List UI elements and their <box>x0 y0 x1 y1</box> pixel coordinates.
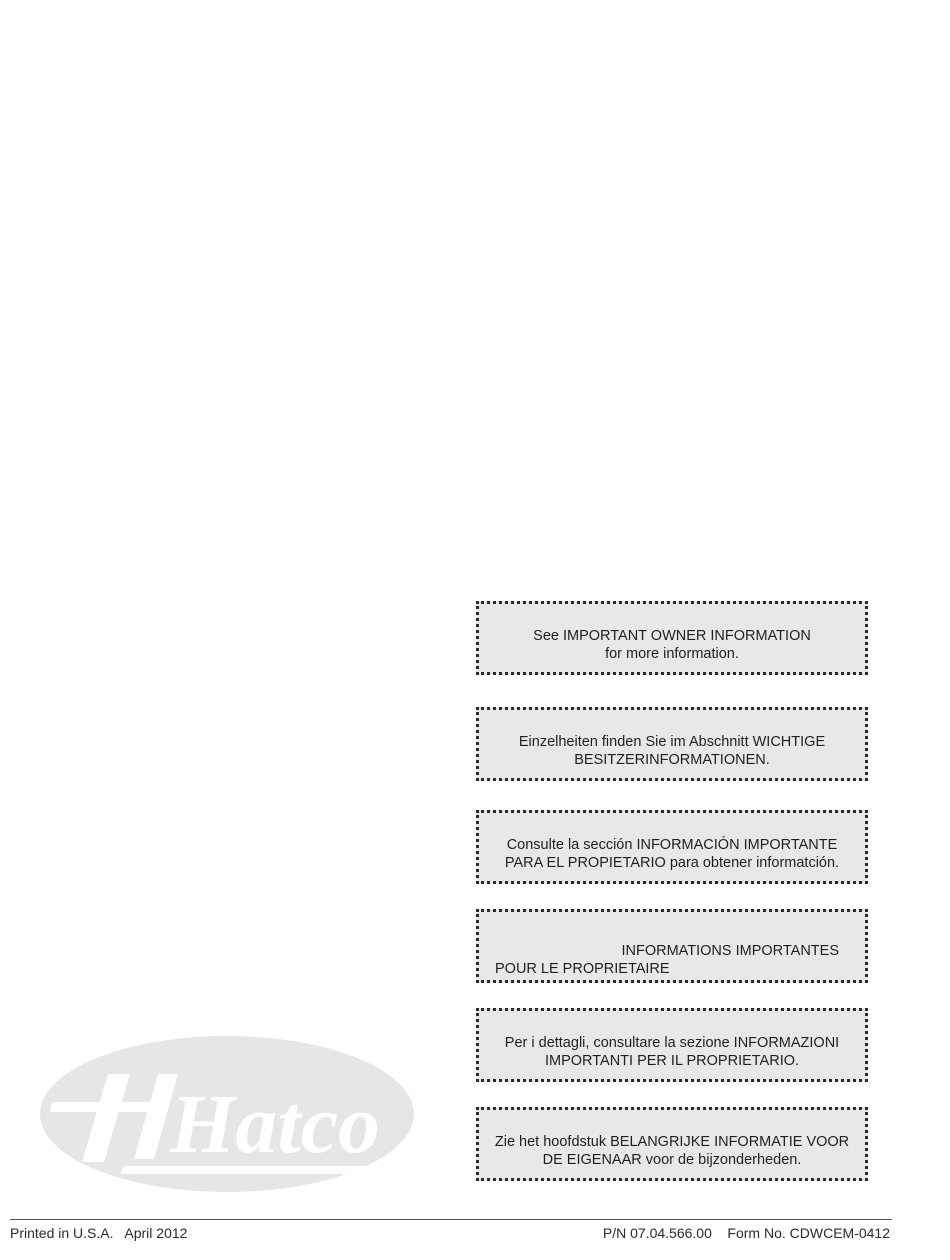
notice-line: POUR LE PROPRIETAIRE <box>495 961 670 977</box>
notice-line: PARA EL PROPIETARIO para obtener informatción. <box>504 855 840 871</box>
notice-box-english <box>476 601 868 675</box>
notice-box-italian <box>476 1008 868 1082</box>
notice-box-german <box>476 707 868 781</box>
notice-box-dutch <box>476 1107 868 1181</box>
notice-line: Per i dettagli, consultare la sezione INFORMAZIONI <box>504 1035 840 1051</box>
notice-line: Consulte la sección INFORMACIÓN IMPORTANTE <box>506 837 838 853</box>
notice-line: IMPORTANTI PER IL PROPRIETARIO. <box>544 1053 800 1069</box>
logo-text: Hatco <box>168 1078 380 1171</box>
notice-line: See IMPORTANT OWNER INFORMATION <box>533 628 811 644</box>
footer-divider <box>10 1219 892 1220</box>
notice-line: BESITZERINFORMATIONEN. <box>574 752 770 768</box>
notice-box-french <box>476 909 868 983</box>
notice-line: DE EIGENAAR voor de bijzonderheden. <box>542 1152 802 1168</box>
notice-line: Einzelheiten finden Sie im Abschnitt WICHTIGE <box>518 734 826 750</box>
footer-part-number: P/N 07.04.566.00 Form No. CDWCEM-0412 <box>602 1225 890 1241</box>
notice-line: for more information. <box>605 646 739 662</box>
notice-box-spanish <box>476 810 868 884</box>
hatco-logo <box>38 1034 416 1194</box>
notice-line: Zie het hoofdstuk BELANGRIJKE INFORMATIE VOOR <box>494 1134 850 1150</box>
notice-line: INFORMATIONS IMPORTANTES <box>621 943 839 959</box>
footer-print-info: Printed in U.S.A. April 2012 <box>10 1225 188 1241</box>
